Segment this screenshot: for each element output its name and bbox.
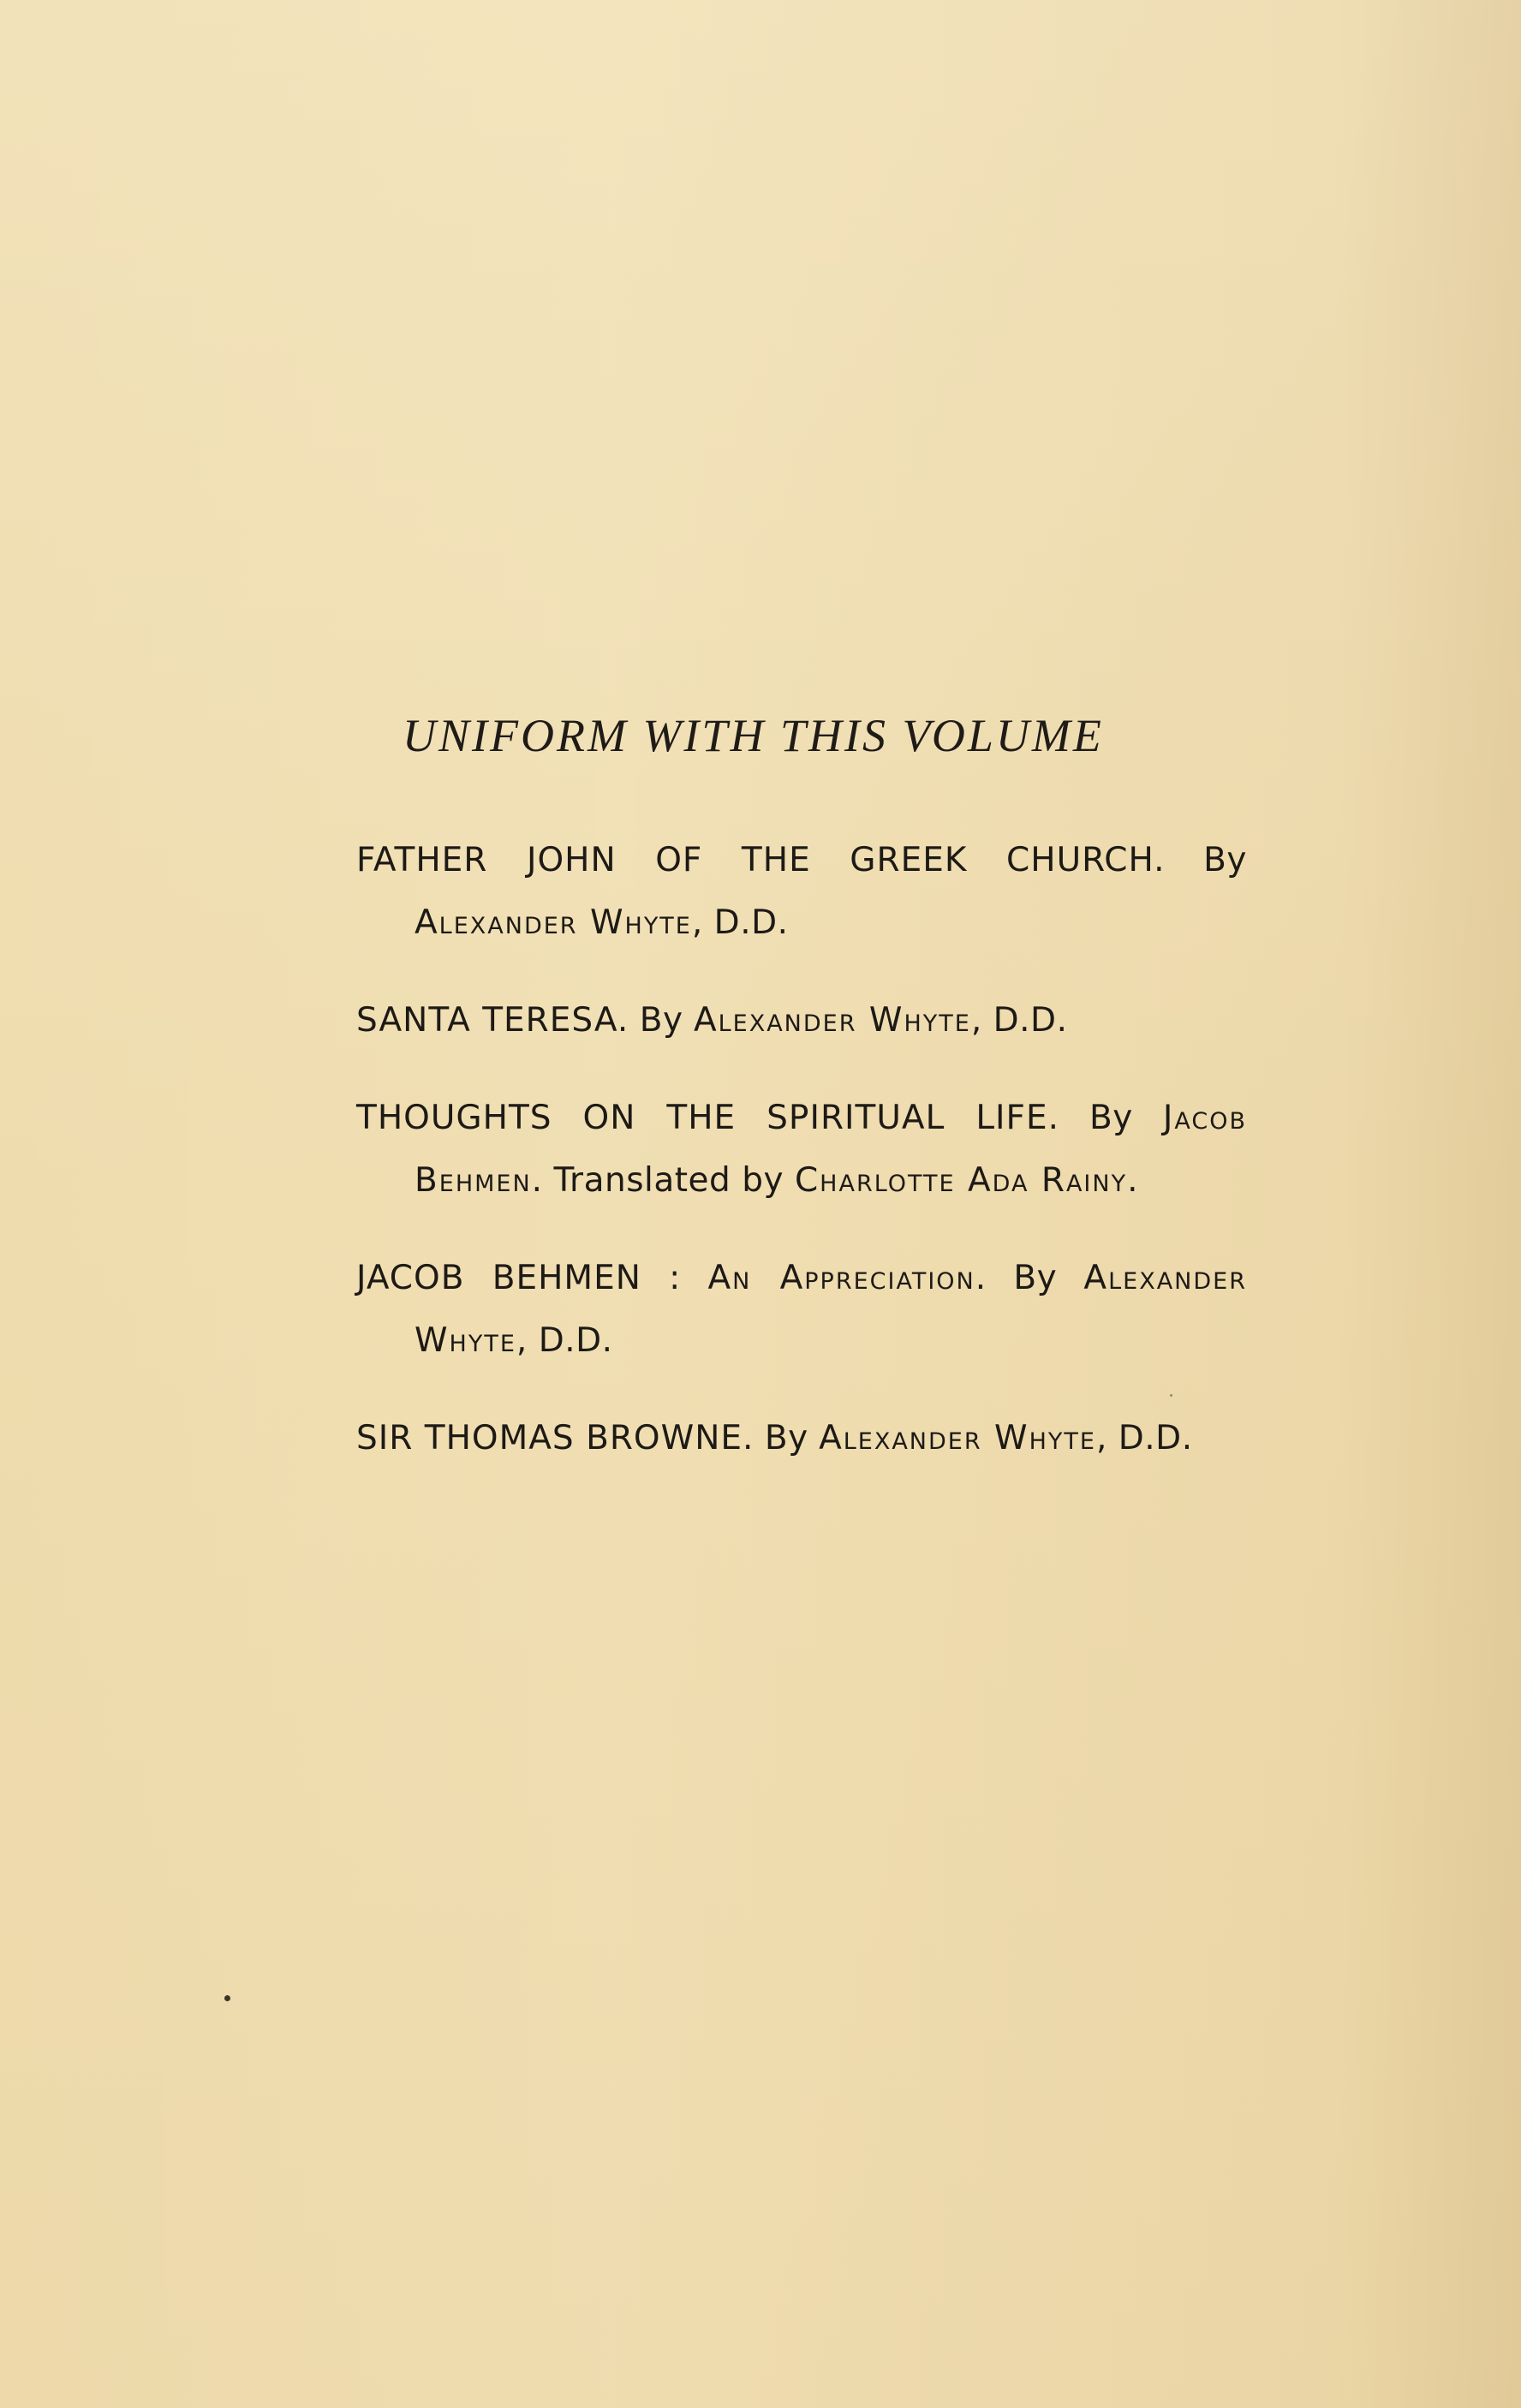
entry-author: Alexander Whyte	[415, 903, 692, 942]
entry-title: JACOB BEHMEN :	[356, 1259, 682, 1297]
uniform-volumes-list	[356, 829, 1247, 1505]
entry-by: By	[1203, 841, 1247, 879]
entry-suffix: , D.D.	[970, 1001, 1068, 1040]
entry-suffix: .	[1127, 1161, 1138, 1200]
list-item	[356, 1087, 1247, 1212]
entry-suffix: , D.D.	[516, 1321, 613, 1360]
entry-author: Alexander Whyte	[415, 1259, 1247, 1360]
entry-title: SIR THOMAS BROWNE.	[356, 1419, 755, 1457]
paper-speck	[224, 1995, 230, 2001]
entry-author: Jacob Behmen	[415, 1099, 1247, 1200]
entry-subtitle: An Appreciation	[707, 1259, 975, 1297]
entry-author: Alexander Whyte	[693, 1001, 971, 1040]
entry-title: THOUGHTS ON THE SPIRITUAL LIFE.	[356, 1099, 1060, 1137]
list-item	[356, 1247, 1247, 1372]
page-heading: UNIFORM WITH THIS VOLUME	[403, 710, 1104, 761]
entry-translator: Charlotte Ada Rainy	[794, 1161, 1128, 1200]
entry-author: Alexander Whyte	[819, 1419, 1096, 1457]
list-item	[356, 829, 1247, 954]
entry-title: FATHER JOHN OF THE GREEK CHURCH.	[356, 841, 1166, 879]
entry-suffix: , D.D.	[691, 903, 789, 942]
entry-title: SANTA TERESA.	[356, 1001, 629, 1040]
paper-speck	[1170, 1394, 1172, 1397]
entry-by: By	[639, 1001, 683, 1040]
entry-by: By	[764, 1419, 808, 1457]
entry-by: By	[1089, 1099, 1133, 1137]
entry-by: . By	[975, 1259, 1058, 1297]
entry-suffix: , D.D.	[1095, 1419, 1193, 1457]
entry-translated: . Translated by	[531, 1161, 795, 1200]
list-item	[356, 989, 1247, 1052]
list-item	[356, 1407, 1247, 1469]
